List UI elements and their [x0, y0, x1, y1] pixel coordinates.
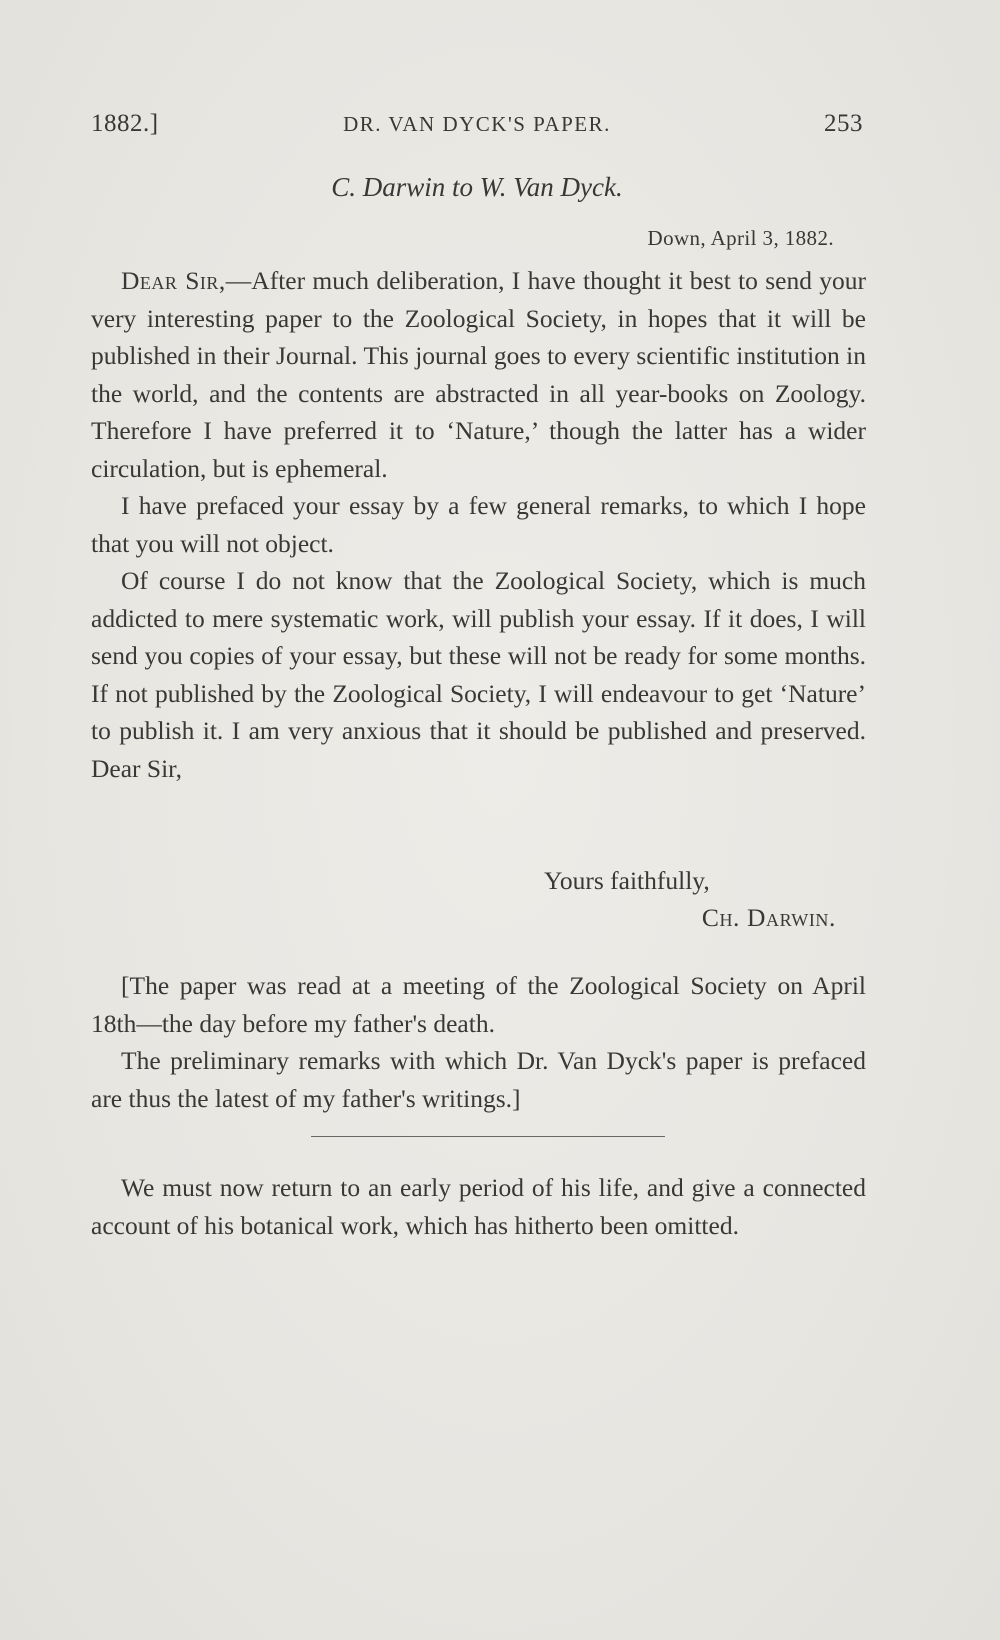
- running-head-year: 1882.]: [91, 110, 159, 137]
- running-head-title: DR. VAN DYCK'S PAPER.: [343, 112, 611, 136]
- salutation: Dear Sir,: [121, 266, 226, 295]
- letter-body: [91, 262, 866, 787]
- letter-dateline: Down, April 3, 1882.: [647, 226, 834, 250]
- editor-note-paragraph-2: The preliminary remarks with which Dr. Van Dyck's paper is prefaced are thus the latest of my father's writings.]: [91, 1046, 866, 1113]
- section-divider: [311, 1136, 665, 1137]
- editor-note-paragraph-1: [The paper was read at a meeting of the Zoological Society on April 18th—the day before my father's death.: [91, 971, 866, 1038]
- letter-paragraph-3: Of course I do not know that the Zoological Society, which is much addicted to mere systematic work, will publish your essay. If it does, I will send you copies of your essay, but these will not be ready for some months. If not published by the Zoological Society, I will endeavour to get ‘Nature’ to publish it. I am very anxious that it should be published and preserved. Dear Sir,: [91, 566, 866, 783]
- page-number: 253: [824, 110, 863, 137]
- closing-phrase: Yours faithfully,: [544, 866, 710, 895]
- running-head: [91, 110, 863, 146]
- editor-note: [91, 967, 866, 1117]
- letter-paragraph-2: I have prefaced your essay by a few general remarks, to which I hope that you will not object.: [91, 491, 866, 558]
- signature: Ch. Darwin.: [701, 903, 836, 932]
- letter-paragraph-1-text: —After much deliberation, I have thought it best to send your very interesting paper to the Zoological Society, in hopes that it will be published in their Journal. This journal goes to every scientific institution in the world, and the contents are abstracted in all year-books on Zoology. Therefore I have preferred it to ‘Nature,’ though the latter has a wider circulation, but is ephemeral.: [91, 266, 866, 483]
- final-paragraph: We must now return to an early period of his life, and give a connected account of his botanical work, which has hitherto been omitted.: [91, 1173, 866, 1240]
- letter-paragraph-1: [91, 262, 866, 487]
- letter-title: C. Darwin to W. Van Dyck.: [331, 172, 623, 202]
- closing-section: [91, 1169, 866, 1244]
